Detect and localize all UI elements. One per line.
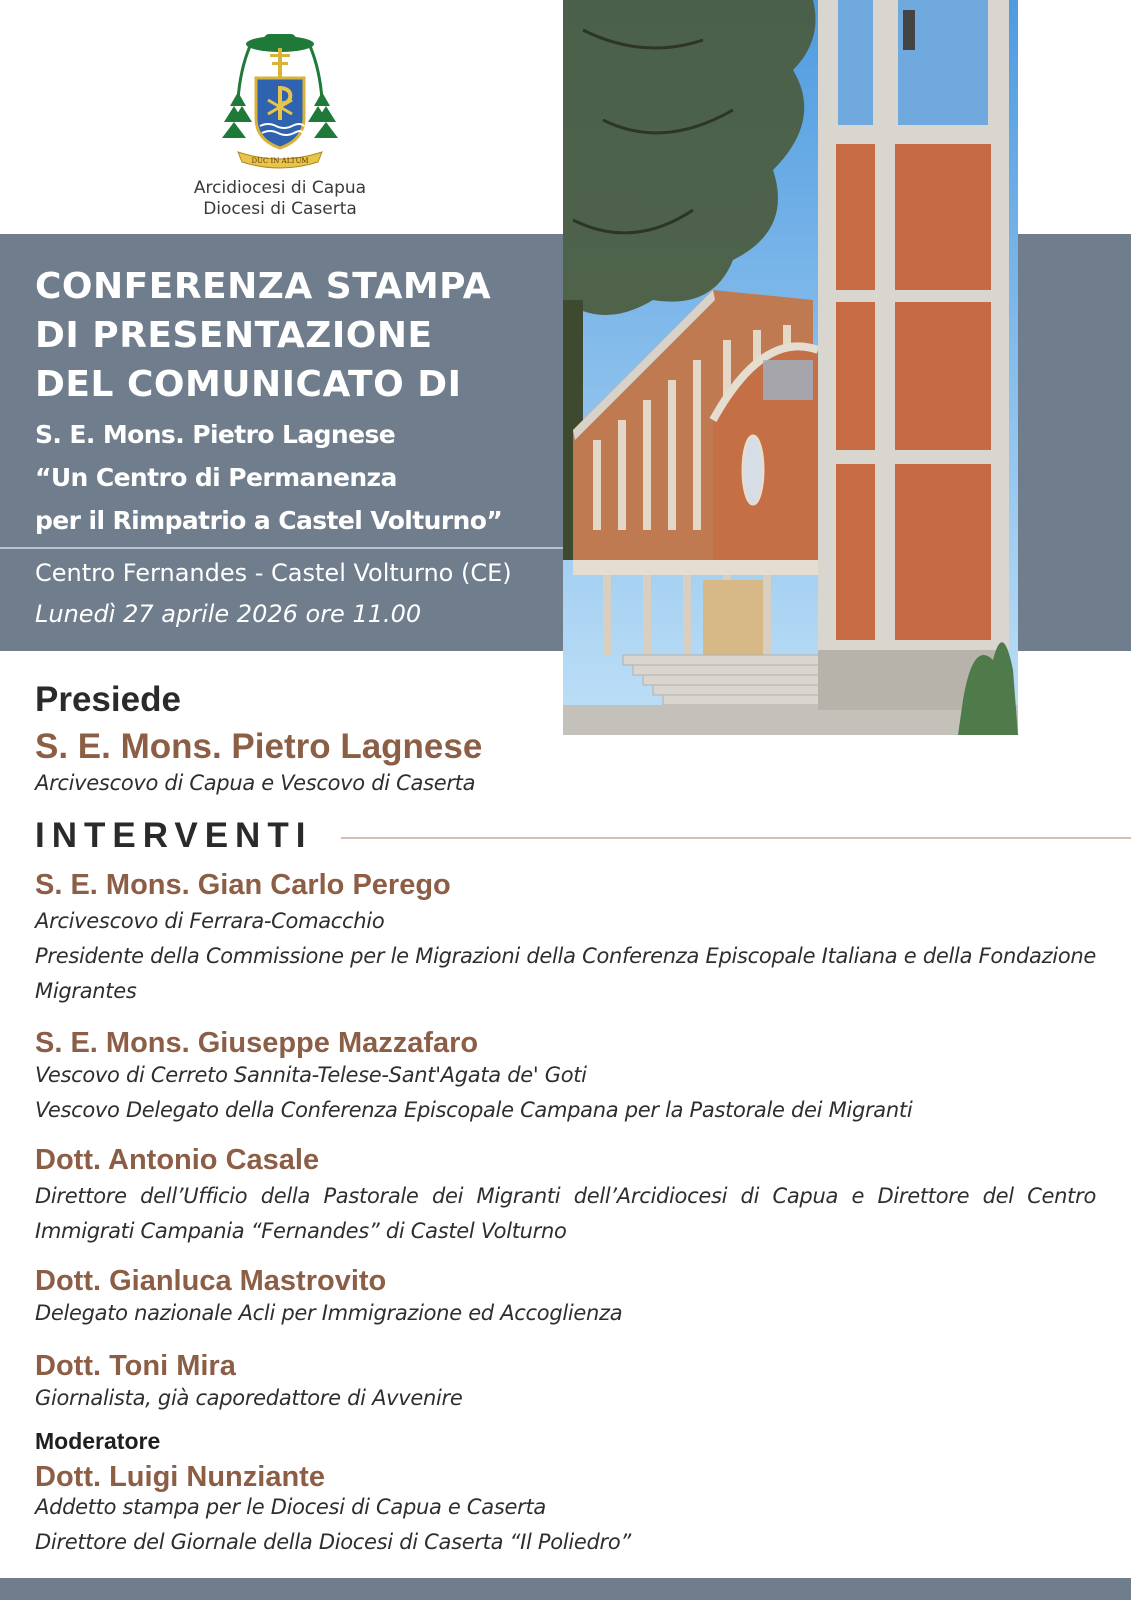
coat-of-arms-icon <box>220 30 340 170</box>
conference-title <box>35 262 555 409</box>
presiede-role: Arcivescovo di Capua e Vescovo di Caserta <box>35 771 476 795</box>
interventi-divider <box>341 837 1131 839</box>
title-line: DI PRESENTAZIONE <box>35 315 433 356</box>
interventi-heading: INTERVENTI <box>35 816 313 855</box>
speaker-name: S. E. Mons. Gian Carlo Perego <box>35 869 451 901</box>
event-datetime: Lunedì 27 aprile 2026 ore 11.00 <box>35 600 422 628</box>
subtitle-line: per il Rimpatrio a Castel Volturno” <box>35 506 503 535</box>
speaker-role: Arcivescovo di Ferrara-Comacchio <box>35 909 385 933</box>
event-venue: Centro Fernandes - Castel Volturno (CE) <box>35 559 512 587</box>
diocese-name-capua: Arcidiocesi di Capua <box>193 178 367 198</box>
speaker-role: Vescovo Delegato della Conferenza Episcopale Campana per la Pastorale dei Migranti <box>35 1098 913 1122</box>
footer-bar <box>0 1578 1131 1600</box>
moderatore-label: Moderatore <box>35 1428 161 1454</box>
subtitle-line: “Un Centro di Permanenza <box>35 463 397 492</box>
diocese-name-caserta: Diocesi di Caserta <box>203 199 357 219</box>
speaker-role: Presidente della Commissione per le Migrazioni della Conferenza Episcopale Italiana e della Fondazione Migrantes <box>35 944 1096 1003</box>
title-line: DEL COMUNICATO DI <box>35 364 462 405</box>
moderatore-name: Dott. Luigi Nunziante <box>35 1461 325 1493</box>
presiede-label: Presiede <box>35 680 181 719</box>
speaker-role: Direttore dell’Ufficio della Pastorale dei Migranti dell’Arcidiocesi di Capua e Direttore del Centro Immigrati Campania “Fernandes” di Castel Volturno <box>35 1184 1096 1243</box>
speaker-role: Delegato nazionale Acli per Immigrazione ed Accoglienza <box>35 1301 623 1325</box>
speaker-name: Dott. Toni Mira <box>35 1350 236 1382</box>
speaker-name: S. E. Mons. Giuseppe Mazzafaro <box>35 1027 479 1059</box>
title-line: CONFERENZA STAMPA <box>35 266 492 307</box>
speaker-name: Dott. Gianluca Mastrovito <box>35 1265 387 1297</box>
church-photo <box>563 0 1018 735</box>
presiede-name: S. E. Mons. Pietro Lagnese <box>35 727 483 766</box>
moderatore-role: Addetto stampa per le Diocesi di Capua e Caserta <box>35 1495 546 1519</box>
moderatore-role: Direttore del Giornale della Diocesi di Caserta “Il Poliedro” <box>35 1530 632 1554</box>
band-divider <box>0 547 563 549</box>
motto-text: DUC IN ALTUM <box>251 157 309 165</box>
speaker-role: Giornalista, già caporedattore di Avvenire <box>35 1386 463 1410</box>
speaker-name: Dott. Antonio Casale <box>35 1144 320 1176</box>
diocese-logo <box>180 30 380 220</box>
subtitle-line: S. E. Mons. Pietro Lagnese <box>35 420 396 449</box>
speaker-role: Vescovo di Cerreto Sannita-Telese-Sant'Agata de' Goti <box>35 1063 587 1087</box>
